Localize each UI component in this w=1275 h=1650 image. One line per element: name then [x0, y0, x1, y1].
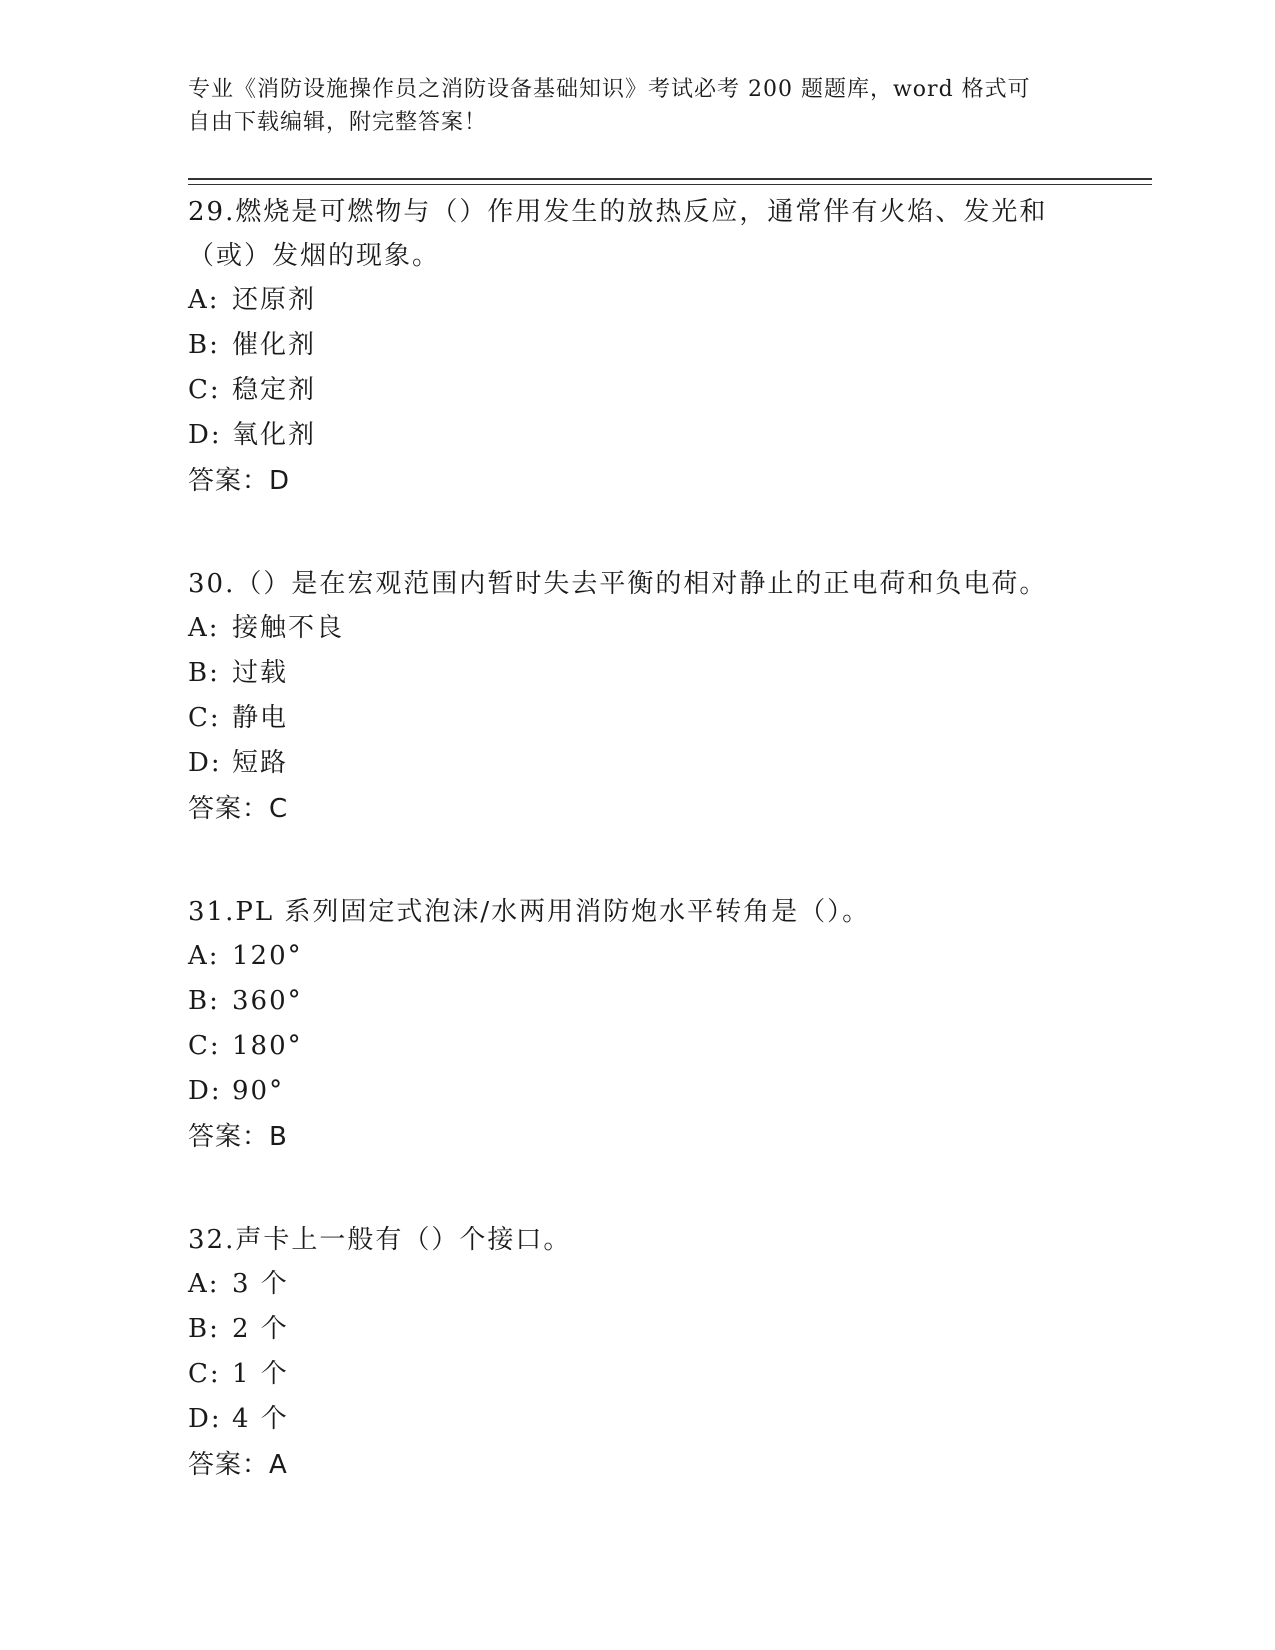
header-line-2: 自由下载编辑，附完整答案！	[188, 110, 488, 135]
option-b	[188, 323, 1088, 368]
question-30	[188, 562, 1088, 832]
question-list	[188, 190, 1088, 1488]
option-key: D:	[188, 1404, 222, 1434]
option-text: 静电	[232, 703, 289, 733]
document-header	[188, 73, 1088, 139]
question-stem-continuation: （或）发烟的现象。	[188, 241, 441, 271]
option-key: C:	[188, 1359, 221, 1389]
option-text: 短路	[232, 748, 289, 778]
answer-line: 答案：A	[188, 1450, 288, 1480]
option-text: 接触不良	[232, 613, 345, 643]
option-text: 稳定剂	[232, 375, 317, 405]
question-spacer	[188, 1160, 1088, 1218]
option-text: 2 个	[232, 1314, 289, 1344]
option-c	[188, 1024, 1088, 1069]
question-stem: 32.声卡上一般有（）个接口。	[188, 1225, 572, 1255]
option-d	[188, 1397, 1088, 1442]
option-key: A:	[188, 941, 220, 971]
option-d	[188, 1069, 1088, 1114]
option-text: 1 个	[232, 1359, 289, 1389]
answer-line: 答案：B	[188, 1122, 288, 1152]
option-text: 氧化剂	[232, 420, 317, 450]
option-key: C:	[188, 703, 221, 733]
option-key: D:	[188, 420, 222, 450]
option-key: B:	[188, 986, 220, 1016]
option-b	[188, 979, 1088, 1024]
option-key: C:	[188, 375, 221, 405]
option-text: 180°	[232, 1031, 303, 1061]
header-line-1: 专业《消防设施操作员之消防设备基础知识》考试必考 200 题题库，word 格式可	[188, 77, 1031, 102]
option-a	[188, 278, 1088, 323]
option-text: 4 个	[232, 1404, 289, 1434]
question-29	[188, 190, 1088, 504]
option-c	[188, 1352, 1088, 1397]
option-b	[188, 1307, 1088, 1352]
answer-line: 答案：D	[188, 466, 291, 496]
option-key: B:	[188, 330, 220, 360]
option-key: A:	[188, 285, 220, 315]
option-text: 过载	[232, 658, 289, 688]
option-text: 催化剂	[232, 330, 317, 360]
option-text: 120°	[232, 941, 303, 971]
option-key: B:	[188, 658, 220, 688]
option-key: A:	[188, 613, 220, 643]
question-stem: 29.燃烧是可燃物与（）作用发生的放热反应，通常伴有火焰、发光和	[188, 197, 1048, 227]
option-c	[188, 368, 1088, 413]
option-d	[188, 741, 1088, 786]
question-spacer	[188, 504, 1088, 562]
option-key: D:	[188, 748, 222, 778]
header-divider-thin	[188, 184, 1152, 185]
option-text: 90°	[232, 1076, 285, 1106]
option-text: 还原剂	[232, 285, 317, 315]
answer-line: 答案：C	[188, 794, 289, 824]
option-a	[188, 1262, 1088, 1307]
option-a	[188, 606, 1088, 651]
option-key: A:	[188, 1269, 220, 1299]
question-31	[188, 890, 1088, 1160]
option-d	[188, 413, 1088, 458]
option-text: 360°	[232, 986, 303, 1016]
option-c	[188, 696, 1088, 741]
option-a	[188, 934, 1088, 979]
header-divider-thick	[188, 178, 1152, 180]
question-stem: 30.（）是在宏观范围内暂时失去平衡的相对静止的正电荷和负电荷。	[188, 569, 1048, 599]
question-stem: 31.PL 系列固定式泡沫/水两用消防炮水平转角是（）。	[188, 897, 871, 927]
question-32	[188, 1218, 1088, 1488]
question-spacer	[188, 832, 1088, 890]
option-key: C:	[188, 1031, 221, 1061]
option-b	[188, 651, 1088, 696]
option-text: 3 个	[232, 1269, 289, 1299]
option-key: B:	[188, 1314, 220, 1344]
option-key: D:	[188, 1076, 222, 1106]
